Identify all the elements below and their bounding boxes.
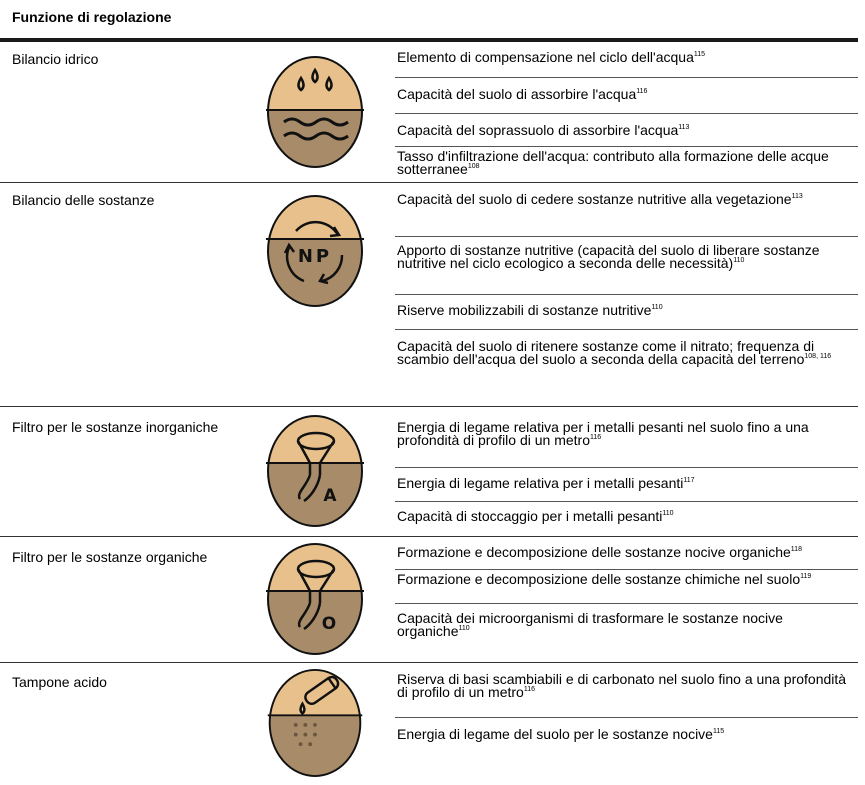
row-filtro-organiche bbox=[0, 537, 858, 662]
list-item: Energia di legame relativa per i metalli pesanti nel suolo fino a una profondità di profilo di un metro$^{116}$ bbox=[397, 419, 809, 448]
nutrient-cycle-icon bbox=[266, 195, 364, 307]
list-item: Capacità del suolo di cedere sostanze nutritive alla vegetazione$^{113}$ bbox=[397, 191, 803, 207]
organic-label: O bbox=[321, 614, 337, 634]
row-tampone-acido bbox=[0, 663, 858, 785]
list-item: Capacità di stoccaggio per i metalli pesanti$^{110}$ bbox=[397, 508, 674, 524]
list-item: Formazione e decomposizione delle sostanze nocive organiche$^{118}$ bbox=[397, 544, 802, 560]
item-divider bbox=[395, 329, 858, 330]
item-divider bbox=[395, 569, 858, 570]
item-divider bbox=[395, 113, 858, 114]
list-item: Capacità del suolo di ritenere sostanze come il nitrato; frequenza di scambio dell'acqua del suolo a seconda della capacità del terreno$^{108, 116}$ bbox=[397, 338, 832, 367]
list-item: Capacità dei microorganismi di trasformare le sostanze nocive organiche$^{110}$ bbox=[397, 610, 783, 639]
item-divider bbox=[395, 146, 858, 147]
item-divider bbox=[395, 717, 858, 718]
list-item: Elemento di compensazione nel ciclo dell'acqua$^{115}$ bbox=[397, 49, 706, 65]
list-item: Formazione e decomposizione delle sostanze chimiche nel suolo$^{119}$ bbox=[397, 571, 812, 587]
test-tube-dripping-icon bbox=[266, 669, 364, 777]
funnel-filter-icon bbox=[266, 543, 364, 655]
item-divider bbox=[395, 501, 858, 502]
item-divider bbox=[395, 294, 858, 295]
list-item: Capacità del suolo di assorbire l'acqua$^{116}$ bbox=[397, 86, 648, 102]
function-name: Bilancio idrico bbox=[12, 51, 99, 67]
list-item: Energia di legame del suolo per le sostanze nocive$^{115}$ bbox=[397, 726, 725, 742]
list-item: Riserva di basi scambiabili e di carbonato nel suolo fino a una profondità di profilo di un metro$^{116}$ bbox=[397, 671, 847, 700]
item-divider bbox=[395, 77, 858, 78]
function-name: Tampone acido bbox=[12, 674, 107, 690]
page-title: Funzione di regolazione bbox=[12, 9, 172, 25]
item-divider bbox=[395, 603, 858, 604]
water-drops-waves-icon bbox=[266, 56, 364, 168]
item-divider bbox=[395, 236, 858, 237]
list-item: Energia di legame relativa per i metalli pesanti$^{117}$ bbox=[397, 475, 695, 491]
function-name: Bilancio delle sostanze bbox=[12, 192, 155, 208]
list-item: Apporto di sostanze nutritive (capacità del suolo di liberare sostanze nutritive nel ciclo ecologico a seconda delle necessità)$^{110}$ bbox=[397, 242, 820, 271]
row-bilancio-idrico bbox=[0, 42, 858, 182]
nutrient-label: NP bbox=[297, 246, 333, 267]
function-name: Filtro per le sostanze organiche bbox=[12, 549, 208, 565]
inorganic-label: A bbox=[323, 486, 337, 506]
list-item: Capacità del soprassuolo di assorbire l'acqua$^{113}$ bbox=[397, 122, 690, 138]
funnel-filter-icon bbox=[266, 415, 364, 527]
item-divider bbox=[395, 467, 858, 468]
list-item: Riserve mobilizzabili di sostanze nutritive$^{110}$ bbox=[397, 302, 663, 318]
row-bilancio-sostanze bbox=[0, 183, 858, 406]
function-name: Filtro per le sostanze inorganiche bbox=[12, 419, 219, 435]
row-filtro-inorganiche bbox=[0, 407, 858, 536]
list-item: Tasso d'infiltrazione dell'acqua: contributo alla formazione delle acque sotterranee$^{108}$ bbox=[397, 148, 829, 177]
